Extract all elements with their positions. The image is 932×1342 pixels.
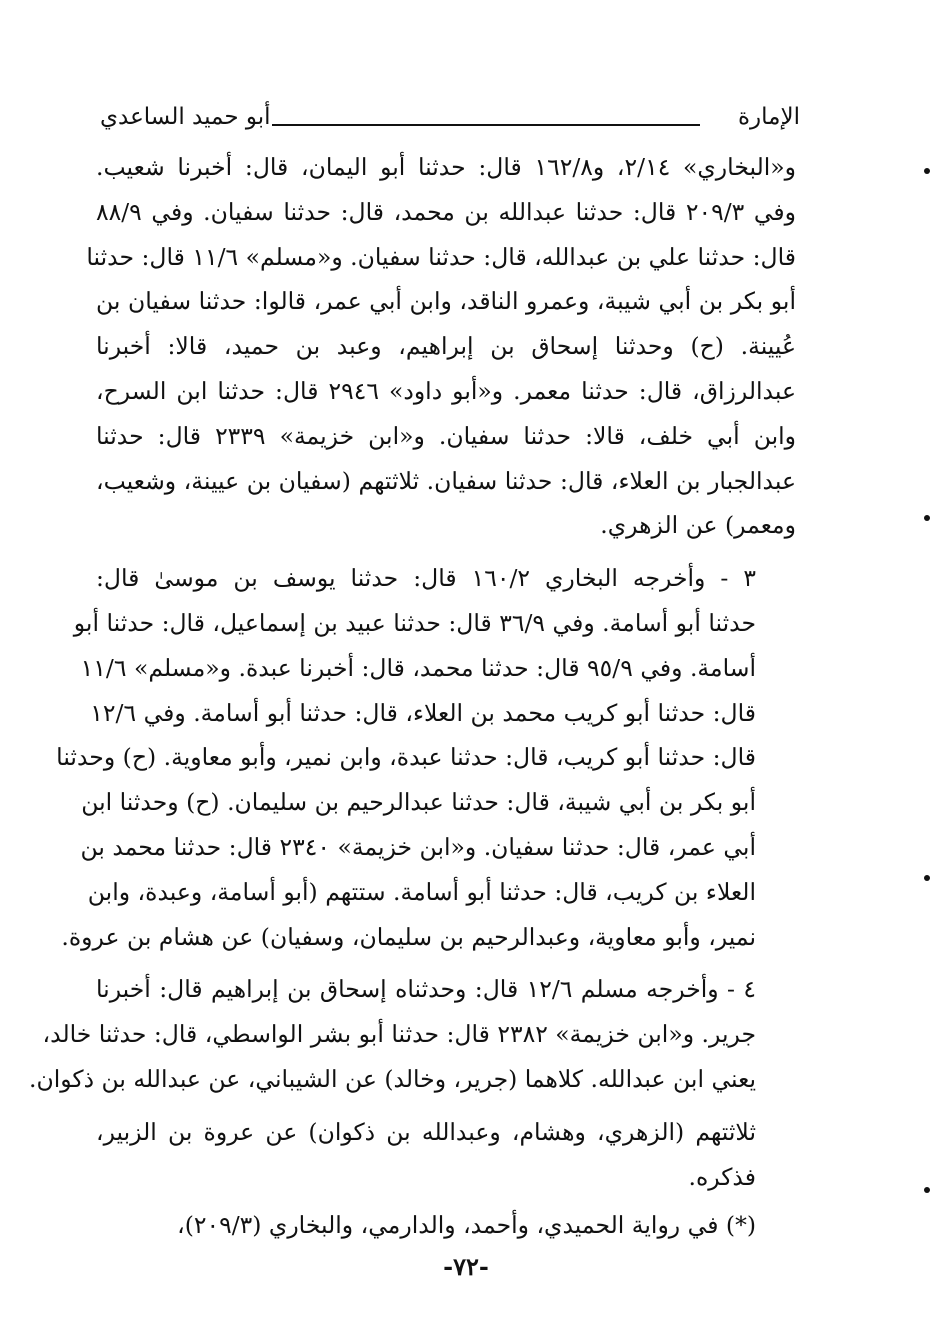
text-line: جرير. و«ابن خزيمة» ٢٣٨٢ قال: حدثنا أبو بشر الواسطي، قال: حدثنا خالد،	[42, 1020, 756, 1049]
text-line: يعني ابن عبدالله. كلاهما (جرير، وخالد) عن الشيباني، عن عبدالله بن ذكوان.	[29, 1064, 756, 1093]
margin-mark	[924, 168, 930, 174]
paragraph	[29, 967, 796, 1101]
text-line: حدثنا أبو أسامة. وفي ٣٦/٩ قال: حدثنا عبيد بن إسماعيل، قال: حدثنا أبو	[73, 608, 756, 637]
text-line: فذكره.	[688, 1162, 756, 1191]
text-line: عُيينة. (ح) وحدثنا إسحاق بن إبراهيم، وعبد بن حميد، قالا: أخبرنا	[96, 332, 796, 361]
text-line: أبو بكر بن أبي شيبة، وعمرو الناقد، وابن أبي عمر، قالوا: حدثنا سفيان بن	[96, 287, 796, 316]
text-line: العلاء بن كريب، قال: حدثنا أبو أسامة. ستتهم (أبو أسامة، وعبدة، وابن	[87, 877, 756, 906]
text-line: وابن أبي خلف، قالا: حدثنا سفيان. و«ابن خزيمة» ٢٣٣٩ قال: حدثنا	[96, 421, 796, 450]
text-line: قال: حدثنا أبو كريب محمد بن العلاء، قال: حدثنا أبو أسامة. وفي ١٢/٦	[90, 698, 756, 727]
text-line: أبي عمر، قال: حدثنا سفيان. و«ابن خزيمة» ٢٣٤٠ قال: حدثنا محمد بن	[80, 832, 756, 861]
text-line: ٣ - وأخرجه البخاري ١٦٠/٢ قال: حدثنا يوسف بن موسىٰ قال:	[96, 564, 756, 593]
text-line: أبو بكر بن أبي شيبة، قال: حدثنا عبدالرحيم بن سليمان. (ح) وحدثنا ابن	[81, 788, 756, 817]
text-line: ومعمر) عن الزهري.	[600, 511, 796, 540]
body-text	[29, 145, 797, 1248]
margin-mark	[924, 515, 930, 521]
text-line: قال: حدثنا علي بن عبدالله، قال: حدثنا سفيان. و«مسلم» ١١/٦ قال: حدثنا	[86, 242, 796, 271]
paragraph	[56, 556, 796, 959]
margin-mark	[924, 1187, 930, 1193]
page-number: -٧٢-	[443, 1252, 489, 1281]
text-line: ٤ - وأخرجه مسلم ١٢/٦ قال: وحدثناه إسحاق بن إبراهيم قال: أخبرنا	[96, 975, 756, 1004]
header-rule	[272, 124, 700, 126]
text-line: وفي ٢٠٩/٣ قال: حدثنا عبدالله بن محمد، قال: حدثنا سفيان. وفي ٨٨/٩	[96, 197, 797, 226]
paragraph	[86, 145, 797, 548]
text-line: ثلاثتهم (الزهري، وهشام، وعبدالله بن ذكوان) عن عروة بن الزبير،	[96, 1117, 756, 1146]
narrator-title: أبو حميد الساعدي	[100, 104, 271, 130]
text-line: و«البخاري» ٢/١٤، و١٦٢/٨ قال: حدثنا أبو اليمان، قال: أخبرنا شعيب.	[96, 153, 796, 181]
text-line: عبدالجبار بن العلاء، قال: حدثنا سفيان. ثلاثتهم (سفيان بن عيينة، وشعيب،	[96, 466, 796, 495]
running-header	[100, 100, 800, 140]
text-line: عبدالرزاق، قال: حدثنا معمر. و«أبو داود» ٢٩٤٦ قال: حدثنا ابن السرح،	[96, 376, 796, 405]
chapter-title: الإمارة	[738, 104, 800, 130]
text-line: قال: حدثنا أبو كريب، قال: حدثنا عبدة، وابن نمير، وأبو معاوية. (ح) وحدثنا	[56, 743, 756, 772]
paragraph	[96, 1110, 796, 1200]
margin-mark	[924, 875, 930, 881]
footnote: (*) في رواية الحميدي، وأحمد، والدارمي، والبخاري (٢٠٩/٣)،	[177, 1211, 756, 1240]
text-line: نمير، وأبو معاوية، وعبدالرحيم بن سليمان، وسفيان) عن هشام بن عروة.	[61, 922, 756, 951]
text-line: أسامة. وفي ٩٥/٩ قال: حدثنا محمد، قال: أخبرنا عبدة. و«مسلم» ١١/٦	[80, 653, 756, 682]
